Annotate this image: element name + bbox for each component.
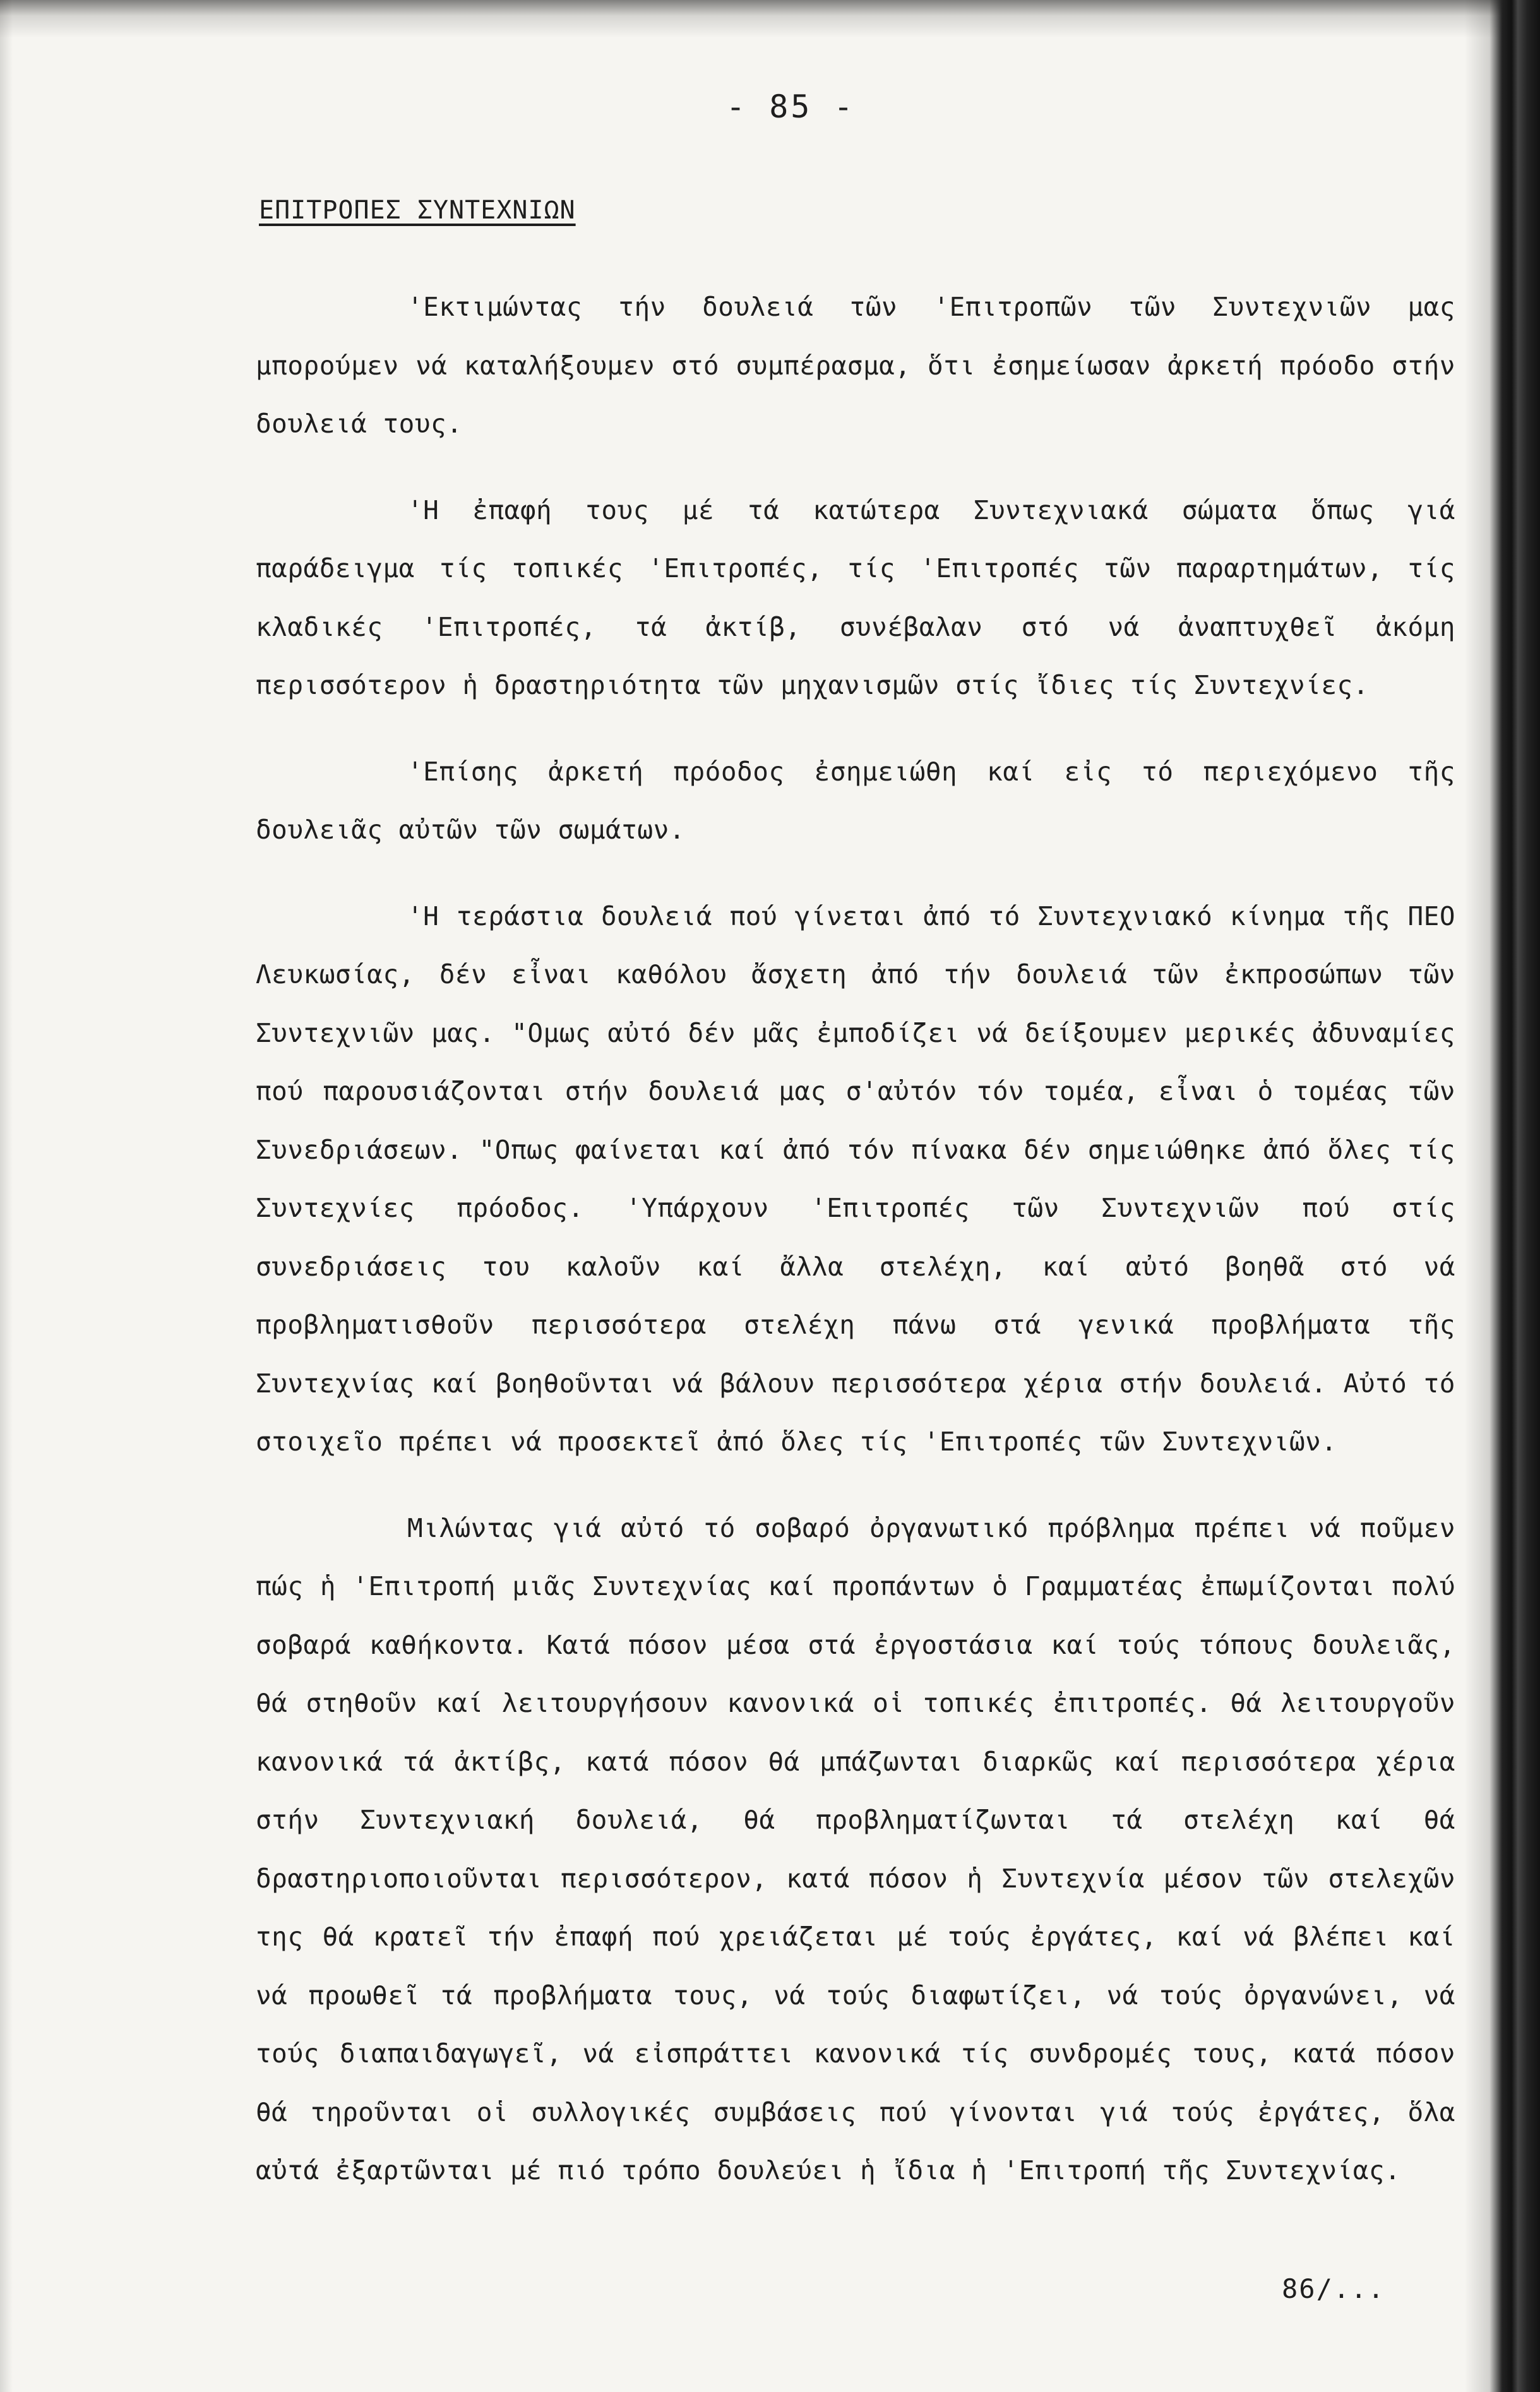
scan-edge-right xyxy=(1464,0,1540,2392)
paragraph: Μιλώντας γιά αὐτό τό σοβαρό ὀργανωτικό πρόβλημα πρέπει νά ποῦμεν πώς ἡ 'Επιτροπή μιᾶς Συντεχνίας καί προπάντων ὁ Γραμματέας ἐπωμίζονται πολύ σοβαρά καθήκοντα. Κατά πόσον μέσα στά ἐργοστάσια καί τούς τόπους δουλειᾶς, θά στηθοῦν καί λειτουργήσουν κανονικά οἱ τοπικές ἐπιτροπές. θά λειτουργοῦν κανονικά τά ἀκτίβς, κατά πόσον θά μπάζωνται διαρκῶς καί περισσότερα χέρια στήν Συντεχνιακή δουλειά, θά προβληματίζωνται τά στελέχη καί θά δραστηριοποιοῦνται περισσότερον, κατά πόσον ἡ Συντεχνία μέσον τῶν στελεχῶν της θά κρατεῖ τήν ἐπαφή πού χρειάζεται μέ τούς ἐργάτες, καί νά βλέπει καί νά προωθεῖ τά προβλήματα τους, νά τούς διαφωτίζει, νά τούς ὀργανώνει, νά τούς διαπαιδαγωγεῖ, νά εἰσπράττει κανονικά τίς συνδρομές τους, κατά πόσον θά τηροῦνται οἱ συλλογικές συμβάσεις πού γίνονται γιά τούς ἐργάτες, ὅλα αὐτά ἐξαρτῶνται μέ πιό τρόπο δουλεύει ἡ ἴδια ἡ 'Επιτροπή τῆς Συντεχνίας. xyxy=(256,1512,1455,2186)
document-body xyxy=(256,278,1455,2200)
page-number: - 85 - xyxy=(726,88,856,125)
section-heading: ΕΠΙΤΡΟΠΕΣ ΣΥΝΤΕΧΝΙΩΝ xyxy=(259,196,576,225)
scan-edge-top xyxy=(0,0,1540,38)
paragraph: 'Επίσης ἀρκετή πρόοδος ἐσημειώθη καί εἰς τό περιεχόμενο τῆς δουλειᾶς αὐτῶν τῶν σωμάτων. xyxy=(256,756,1455,845)
paragraph: 'Η ἐπαφή τους μέ τά κατώτερα Συντεχνιακά σώματα ὅπως γιά παράδειγμα τίς τοπικές 'Επιτροπές, τίς 'Επιτροπές τῶν παραρτημάτων, τίς κλαδικές 'Επιτροπές, τά ἀκτίβ, συνέβαλαν στό νά ἀναπτυχθεῖ ἀκόμη περισσότερον ἡ δραστηριότητα τῶν μηχανισμῶν στίς ἴδιες τίς Συντεχνίες. xyxy=(256,494,1455,700)
paragraph: 'Εκτιμώντας τήν δουλειά τῶν 'Επιτροπῶν τῶν Συντεχνιῶν μας μπορούμεν νά καταλήξουμεν στό συμπέρασμα, ὅτι ἐσημείωσαν ἀρκετή πρόοδο στήν δουλειά τους. xyxy=(256,292,1455,439)
continuation-marker: 86/... xyxy=(1282,2273,1385,2304)
paragraph: 'Η τεράστια δουλειά πού γίνεται ἀπό τό Συντεχνιακό κίνημα τῆς ΠΕΟ Λευκωσίας, δέν εἶναι καθόλου ἄσχετη ἀπό τήν δουλειά τῶν ἐκπροσώπων τῶν Συντεχνιῶν μας. "Ομως αὐτό δέν μᾶς ἐμποδίζει νά δείξουμεν μερικές ἀδυναμίες πού παρουσιάζονται στήν δουλειά μας σ'αὐτόν τόν τομέα, εἶναι ὁ τομέας τῶν Συνεδριάσεων. "Οπως φαίνεται καί ἀπό τόν πίνακα δέν σημειώθηκε ἀπό ὅλες τίς Συντεχνίες πρόοδος. 'Υπάρχουν 'Επιτροπές τῶν Συντεχνιῶν πού στίς συνεδριάσεις του καλοῦν καί ἄλλα στελέχη, καί αὐτό βοηθᾶ στό νά προβληματισθοῦν περισσότερα στελέχη πάνω στά γενικά προβλήματα τῆς Συντεχνίας καί βοηθοῦνται νά βάλουν περισσότερα χέρια στήν δουλειά. Αὐτό τό στοιχεῖο πρέπει νά προσεκτεῖ ἀπό ὅλες τίς 'Επιτροπές τῶν Συντεχνιῶν. xyxy=(256,900,1455,1457)
scan-edge-left xyxy=(0,0,13,2392)
